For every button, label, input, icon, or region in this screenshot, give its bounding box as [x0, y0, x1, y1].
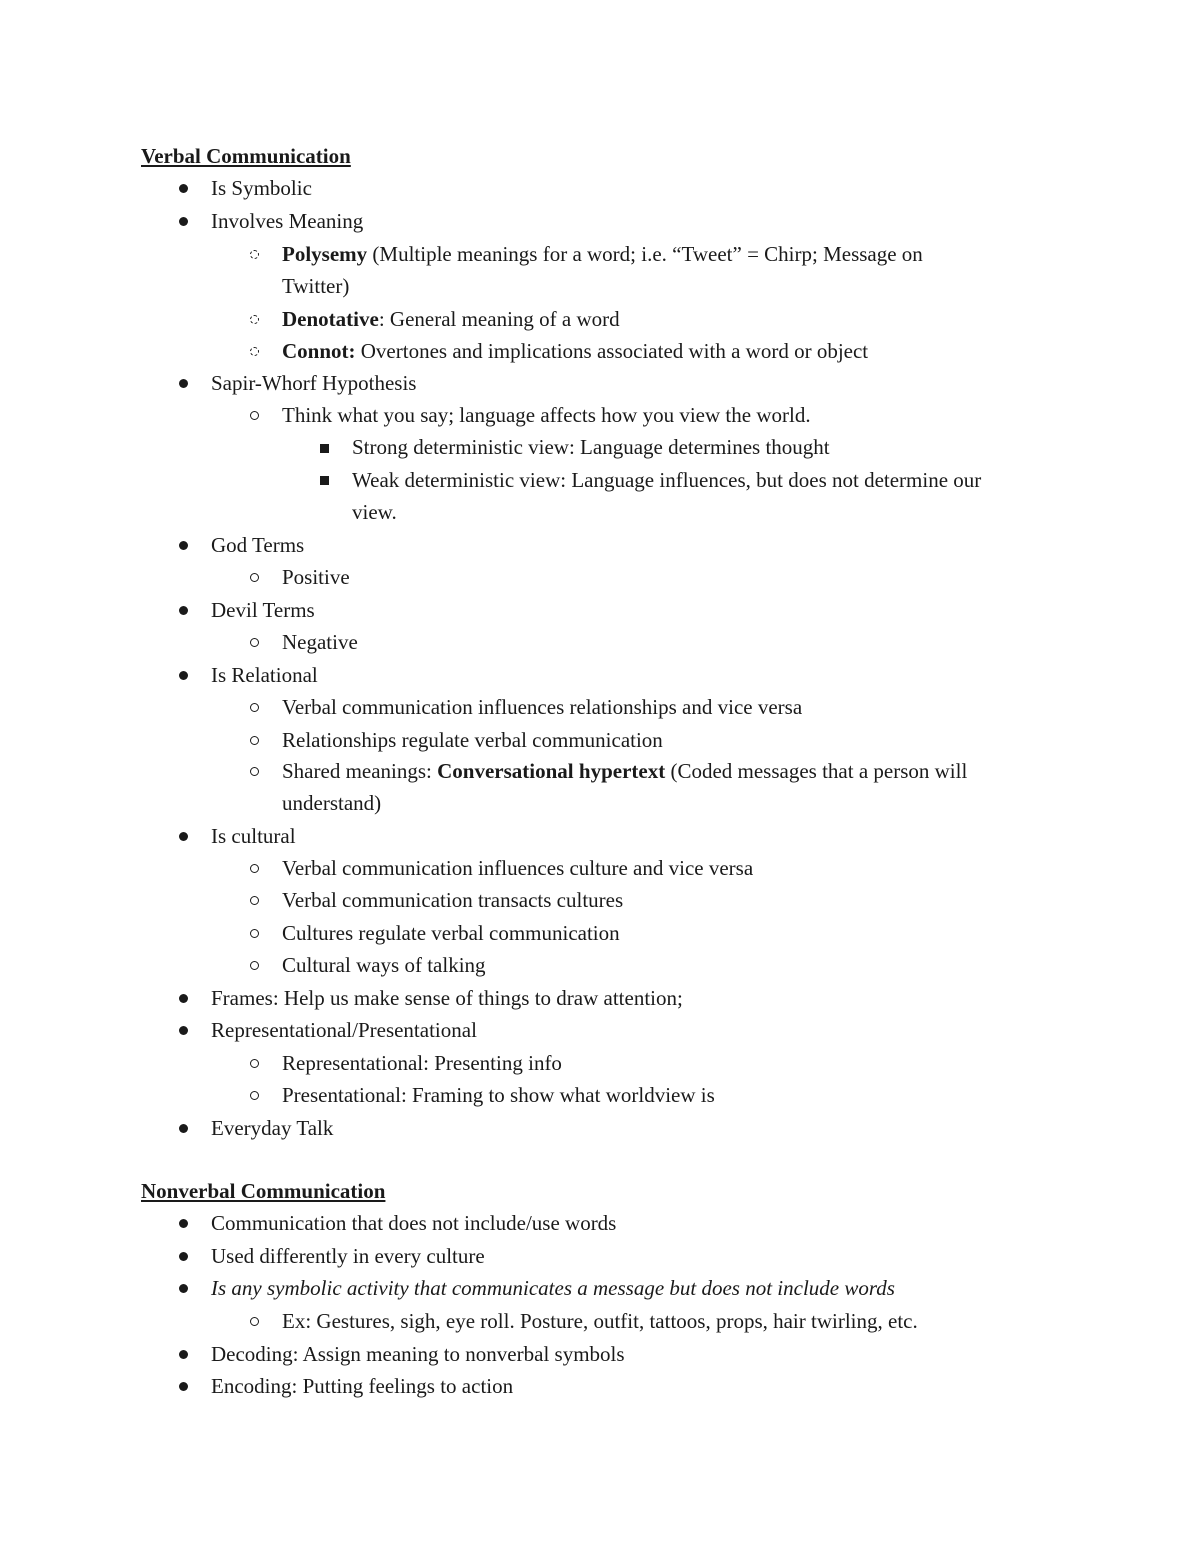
list-item: Is cultural: [211, 824, 296, 848]
term-denotative: Denotative: [282, 307, 379, 331]
list-item: Frames: Help us make sense of things to draw attention;: [211, 986, 683, 1010]
list-item: Negative: [282, 630, 358, 654]
list-item: Communication that does not include/use words: [211, 1211, 617, 1235]
list-item-continuation: view.: [352, 500, 397, 524]
disc-bullet: [179, 606, 188, 615]
list-item: Verbal communication transacts cultures: [282, 888, 624, 912]
square-bullet: [320, 476, 329, 485]
list-item: Devil Terms: [211, 598, 315, 622]
list-item: Representational/Presentational: [211, 1018, 477, 1042]
list-item: Think what you say; language affects how you view the world.: [282, 403, 811, 427]
circle-bullet: [250, 929, 259, 938]
section-heading-nonverbal: Nonverbal Communication: [141, 1179, 386, 1203]
list-item: Positive: [282, 565, 350, 589]
circle-bullet: [250, 1091, 259, 1100]
disc-bullet: [179, 671, 188, 680]
disc-bullet: [179, 1284, 188, 1293]
list-item-polysemy: [282, 238, 923, 270]
square-bullet: [320, 444, 329, 453]
hypertext-definition: (Coded messages that a person will: [665, 759, 968, 783]
list-item: Relationships regulate verbal communication: [282, 728, 663, 752]
list-item-shared-meanings: [282, 755, 967, 787]
list-item: Used differently in every culture: [211, 1244, 485, 1268]
list-item: Representational: Presenting info: [282, 1051, 562, 1075]
list-item: Is Relational: [211, 663, 318, 687]
list-item-continuation: understand): [282, 791, 382, 815]
list-item: Sapir-Whorf Hypothesis: [211, 371, 417, 395]
list-item: Everyday Talk: [211, 1116, 334, 1140]
list-item: Encoding: Putting feelings to action: [211, 1374, 514, 1398]
list-item: Is Symbolic: [211, 176, 312, 200]
list-item: Presentational: Framing to show what worldview is: [282, 1083, 715, 1107]
circle-bullet: [250, 896, 259, 905]
term-conversational-hypertext: Conversational hypertext: [437, 759, 666, 783]
section-heading-verbal: Verbal Communication: [141, 144, 351, 168]
circle-bullet: [250, 767, 259, 776]
circle-bullet: [250, 1059, 259, 1068]
circle-bullet: [250, 961, 259, 970]
list-item-italic: [211, 1272, 895, 1304]
circle-bullet: [250, 411, 259, 420]
disc-bullet: [179, 832, 188, 841]
circle-bullet: [250, 315, 259, 324]
list-item: Weak deterministic view: Language influences, but does not determine our: [352, 468, 982, 492]
list-item: Cultural ways of talking: [282, 953, 486, 977]
circle-bullet: [250, 864, 259, 873]
italic-definition: Is any symbolic activity that communicates a message but does not include words: [211, 1276, 895, 1300]
disc-bullet: [179, 1382, 188, 1391]
disc-bullet: [179, 184, 188, 193]
circle-bullet: [250, 573, 259, 582]
disc-bullet: [179, 217, 188, 226]
connot-definition: Overtones and implications associated with a word or object: [355, 339, 869, 363]
list-item: Involves Meaning: [211, 209, 364, 233]
disc-bullet: [179, 1026, 188, 1035]
list-item: Verbal communication influences culture and vice versa: [282, 856, 754, 880]
circle-bullet: [250, 1317, 259, 1326]
list-item: God Terms: [211, 533, 305, 557]
disc-bullet: [179, 1252, 188, 1261]
circle-bullet: [250, 703, 259, 712]
list-item: Strong deterministic view: Language determines thought: [352, 435, 830, 459]
list-item-connot: [282, 335, 868, 367]
denotative-definition: : General meaning of a word: [378, 307, 620, 331]
list-item-denotative: [282, 303, 620, 335]
circle-bullet: [250, 638, 259, 647]
term-connot: Connot:: [282, 339, 356, 363]
disc-bullet: [179, 1219, 188, 1228]
disc-bullet: [179, 379, 188, 388]
disc-bullet: [179, 541, 188, 550]
list-item-continuation: Twitter): [282, 274, 350, 298]
term-polysemy: Polysemy: [282, 242, 368, 266]
list-item: Cultures regulate verbal communication: [282, 921, 620, 945]
list-item: Decoding: Assign meaning to nonverbal symbols: [211, 1342, 625, 1366]
shared-meanings-label: Shared meanings:: [282, 759, 438, 783]
circle-bullet: [250, 736, 259, 745]
list-item: Ex: Gestures, sigh, eye roll. Posture, outfit, tattoos, props, hair twirling, etc.: [282, 1309, 918, 1333]
polysemy-definition: (Multiple meanings for a word; i.e. “Tweet” = Chirp; Message on: [367, 242, 923, 266]
disc-bullet: [179, 1350, 188, 1359]
list-item: Verbal communication influences relationships and vice versa: [282, 695, 803, 719]
disc-bullet: [179, 994, 188, 1003]
circle-bullet: [250, 250, 259, 259]
circle-bullet: [250, 347, 259, 356]
disc-bullet: [179, 1124, 188, 1133]
